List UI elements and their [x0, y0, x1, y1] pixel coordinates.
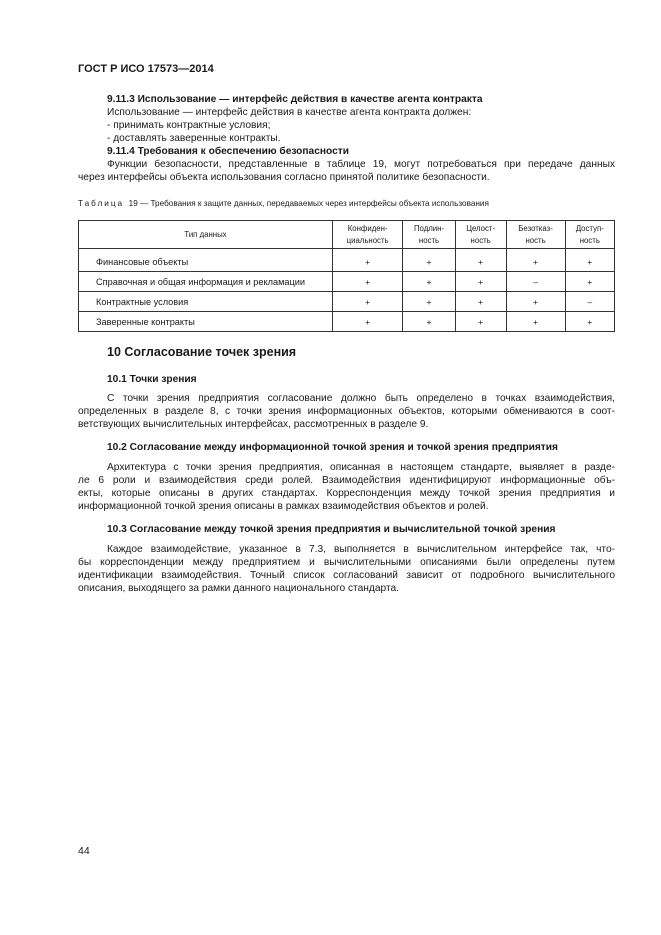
security-requirements-table	[78, 220, 615, 332]
section-9-11-3-intro: Использование — интерфейс действия в качестве агента контракта должен:	[107, 107, 472, 118]
paragraph-line: ветствующих вычислительных интерфейсах, рассмотренных в разделе 9.	[78, 419, 429, 430]
paragraph-line: бы корреспонденции между предприятием и вычислительными описаниями были определены путем	[78, 557, 615, 568]
table-cell: +	[455, 312, 506, 332]
table-cell-name: Заверенные контракты	[79, 312, 333, 332]
table-cell: +	[565, 312, 614, 332]
table-cell: +	[455, 292, 506, 312]
table-cell: +	[403, 249, 456, 272]
table-label: Таблица	[78, 199, 125, 208]
table-cell: –	[506, 272, 565, 292]
table-cell: +	[565, 272, 614, 292]
paragraph-line: екты, которые описаны в других стандартах. Корреспонденция между точкой зрения предприятия и	[78, 488, 615, 499]
paragraph-line: информационной точкой зрения описаны в рамках взаимодействия объектов и ролей.	[78, 501, 489, 512]
paragraph-line: Каждое взаимодействие, указанное в 7.3, выполняется в вычислительном интерфейсе так, что-	[107, 544, 615, 555]
section-9-11-4-title: 9.11.4 Требования к обеспечению безопасности	[107, 146, 350, 157]
table-cell: –	[565, 292, 614, 312]
document-header: ГОСТ Р ИСО 17573—2014	[78, 63, 214, 75]
paragraph-line: Функции безопасности, представленные в таблице 19, могут потребоваться при передаче данных	[107, 159, 615, 170]
table-cell: +	[403, 272, 456, 292]
table-header-row	[79, 221, 615, 249]
table-cell: +	[333, 292, 403, 312]
table-cell-name: Финансовые объекты	[79, 249, 333, 272]
table-cell: +	[506, 312, 565, 332]
table-row	[79, 312, 615, 332]
section-9-11-3-title: 9.11.3 Использование — интерфейс действия в качестве агента контракта	[107, 94, 483, 105]
section-10-1-title: 10.1 Точки зрения	[107, 374, 197, 385]
paragraph-line: описания, выходящего за рамки данного национального стандарта.	[78, 583, 400, 594]
table-cell: +	[506, 249, 565, 272]
table-row	[79, 272, 615, 292]
section-10-2-title: 10.2 Согласование между информационной точкой зрения и точкой зрения предприятия	[107, 442, 558, 453]
table-row	[79, 249, 615, 272]
table-cell: +	[455, 272, 506, 292]
table-cell: +	[565, 249, 614, 272]
paragraph-line: через интерфейсы объекта использования согласно принятой политике безопасности.	[78, 172, 490, 183]
table-cell: +	[333, 272, 403, 292]
section-10-3-title: 10.3 Согласование между точкой зрения предприятия и вычислительной точкой зрения	[107, 524, 556, 535]
table-cell: +	[403, 312, 456, 332]
list-item: - доставлять заверенные контракты.	[107, 133, 281, 144]
column-header-integrity: Целост- ность	[455, 221, 506, 249]
column-header-data-type: Тип данных	[79, 221, 333, 249]
table-cell: +	[506, 292, 565, 312]
table-caption-text: 19 — Требования к защите данных, передаваемых через интерфейсы объекта использования	[128, 199, 489, 208]
column-header-non-repudiation: Безотказ- ность	[506, 221, 565, 249]
list-item: - принимать контрактные условия;	[107, 120, 271, 131]
column-header-confidentiality: Конфиден- циальность	[333, 221, 403, 249]
table-cell: +	[403, 292, 456, 312]
table-caption	[78, 199, 489, 208]
table-cell: +	[455, 249, 506, 272]
column-header-authenticity: Подлин- ность	[403, 221, 456, 249]
table-cell: +	[333, 249, 403, 272]
paragraph-line: С точки зрения предприятия согласование должно быть определено в точках взаимодействия,	[107, 393, 615, 404]
section-10-title: 10 Согласование точек зрения	[107, 345, 297, 359]
table-cell-name: Справочная и общая информация и рекламации	[79, 272, 333, 292]
paragraph-line: идентификации взаимодействия. Точный список согласований зависит от подробного вычислительного	[78, 570, 615, 581]
table-cell: +	[333, 312, 403, 332]
paragraph-line: Архитектура с точки зрения предприятия, описанная в настоящем стандарте, выявляет в разде-	[107, 462, 615, 473]
page-number: 44	[78, 845, 90, 857]
table-row	[79, 292, 615, 312]
paragraph-line: определенных в разделе 8, с точки зрения информационных объектов, которыми обмениваются в соот-	[78, 406, 615, 417]
paragraph-line: ле 6 роли и взаимодействия среди ролей. Взаимодействия идентифицируют информационные объ-	[78, 475, 615, 486]
column-header-availability: Доступ- ность	[565, 221, 614, 249]
table-cell-name: Контрактные условия	[79, 292, 333, 312]
